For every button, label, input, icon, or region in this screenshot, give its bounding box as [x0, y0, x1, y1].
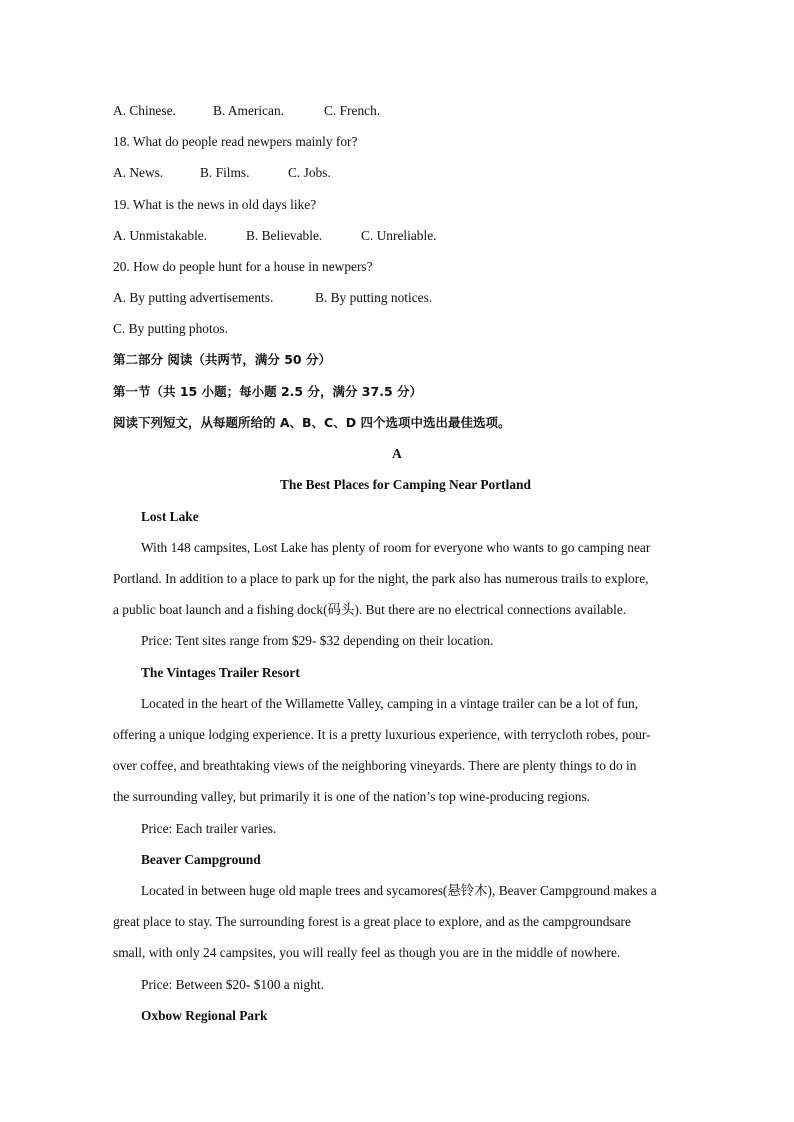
- oxbow-heading: Oxbow Regional Park: [141, 1008, 268, 1023]
- passage-title: The Best Places for Camping Near Portland: [280, 477, 531, 492]
- q17-option-a: A. Chinese.: [113, 103, 176, 118]
- q18-question: 18. What do people read newpers mainly for?: [113, 134, 358, 149]
- q19-option-c: C. Unreliable.: [361, 228, 437, 243]
- vintages-line-2: offering a unique lodging experience. It is a pretty luxurious experience, with terrycloth robes, pour-: [113, 727, 651, 742]
- lost-lake-price: Price: Tent sites range from $29- $32 depending on their location.: [141, 633, 494, 648]
- reading-instruction: 阅读下列短文，从每题所给的 A、B、C、D 四个选项中选出最佳选项。: [113, 415, 511, 430]
- section1-title: 第一节（共 15 小题；每小题 2.5 分，满分 37.5 分）: [113, 384, 422, 399]
- q20-option-b: B. By putting notices.: [315, 290, 433, 305]
- part2-title: 第二部分 阅读（共两节，满分 50 分）: [113, 352, 331, 367]
- q19-option-a: A. Unmistakable.: [113, 228, 208, 243]
- beaver-heading: Beaver Campground: [141, 852, 261, 867]
- lost-lake-line-1: With 148 campsites, Lost Lake has plenty of room for everyone who wants to go camping near: [141, 540, 651, 555]
- beaver-line-2: great place to stay. The surrounding forest is a great place to explore, and as the campgroundsare: [113, 914, 631, 929]
- q20-option-c: C. By putting photos.: [113, 321, 228, 336]
- q18-option-c: C. Jobs.: [288, 165, 331, 180]
- lost-lake-line-3: a public boat launch and a fishing dock(码头). But there are no electrical connections available.: [113, 602, 627, 617]
- q19-question: 19. What is the news in old days like?: [113, 197, 317, 212]
- q20-question: 20. How do people hunt for a house in newpers?: [113, 259, 373, 274]
- vintages-heading: The Vintages Trailer Resort: [141, 665, 300, 680]
- q18-options: [113, 165, 331, 181]
- q19-options: [113, 228, 437, 244]
- beaver-price: Price: Between $20- $100 a night.: [141, 977, 324, 992]
- q20-option-a: A. By putting advertisements.: [113, 290, 274, 305]
- vintages-price: Price: Each trailer varies.: [141, 821, 277, 836]
- lost-lake-line-2: Portland. In addition to a place to park up for the night, the park also has numerous trails to explore,: [113, 571, 649, 586]
- q17-options: [113, 103, 380, 119]
- q20-options: [113, 290, 432, 306]
- vintages-line-1: Located in the heart of the Willamette Valley, camping in a vintage trailer can be a lot of fun,: [141, 696, 639, 711]
- beaver-line-1: Located in between huge old maple trees and sycamores(悬铃木), Beaver Campground makes a: [141, 883, 657, 898]
- q19-option-b: B. Believable.: [246, 228, 323, 243]
- vintages-line-4: the surrounding valley, but primarily it is one of the nation’s top wine-producing regions.: [113, 789, 591, 804]
- q18-option-b: B. Films.: [200, 165, 250, 180]
- beaver-line-3: small, with only 24 campsites, you will really feel as though you are in the middle of nowhere.: [113, 945, 621, 960]
- passage-letter: A: [392, 446, 402, 461]
- q17-option-b: B. American.: [213, 103, 285, 118]
- lost-lake-heading: Lost Lake: [141, 509, 199, 524]
- q18-option-a: A. News.: [113, 165, 164, 180]
- q17-option-c: C. French.: [324, 103, 381, 118]
- vintages-line-3: over coffee, and breathtaking views of the neighboring vineyards. There are plenty things to do in: [113, 758, 637, 773]
